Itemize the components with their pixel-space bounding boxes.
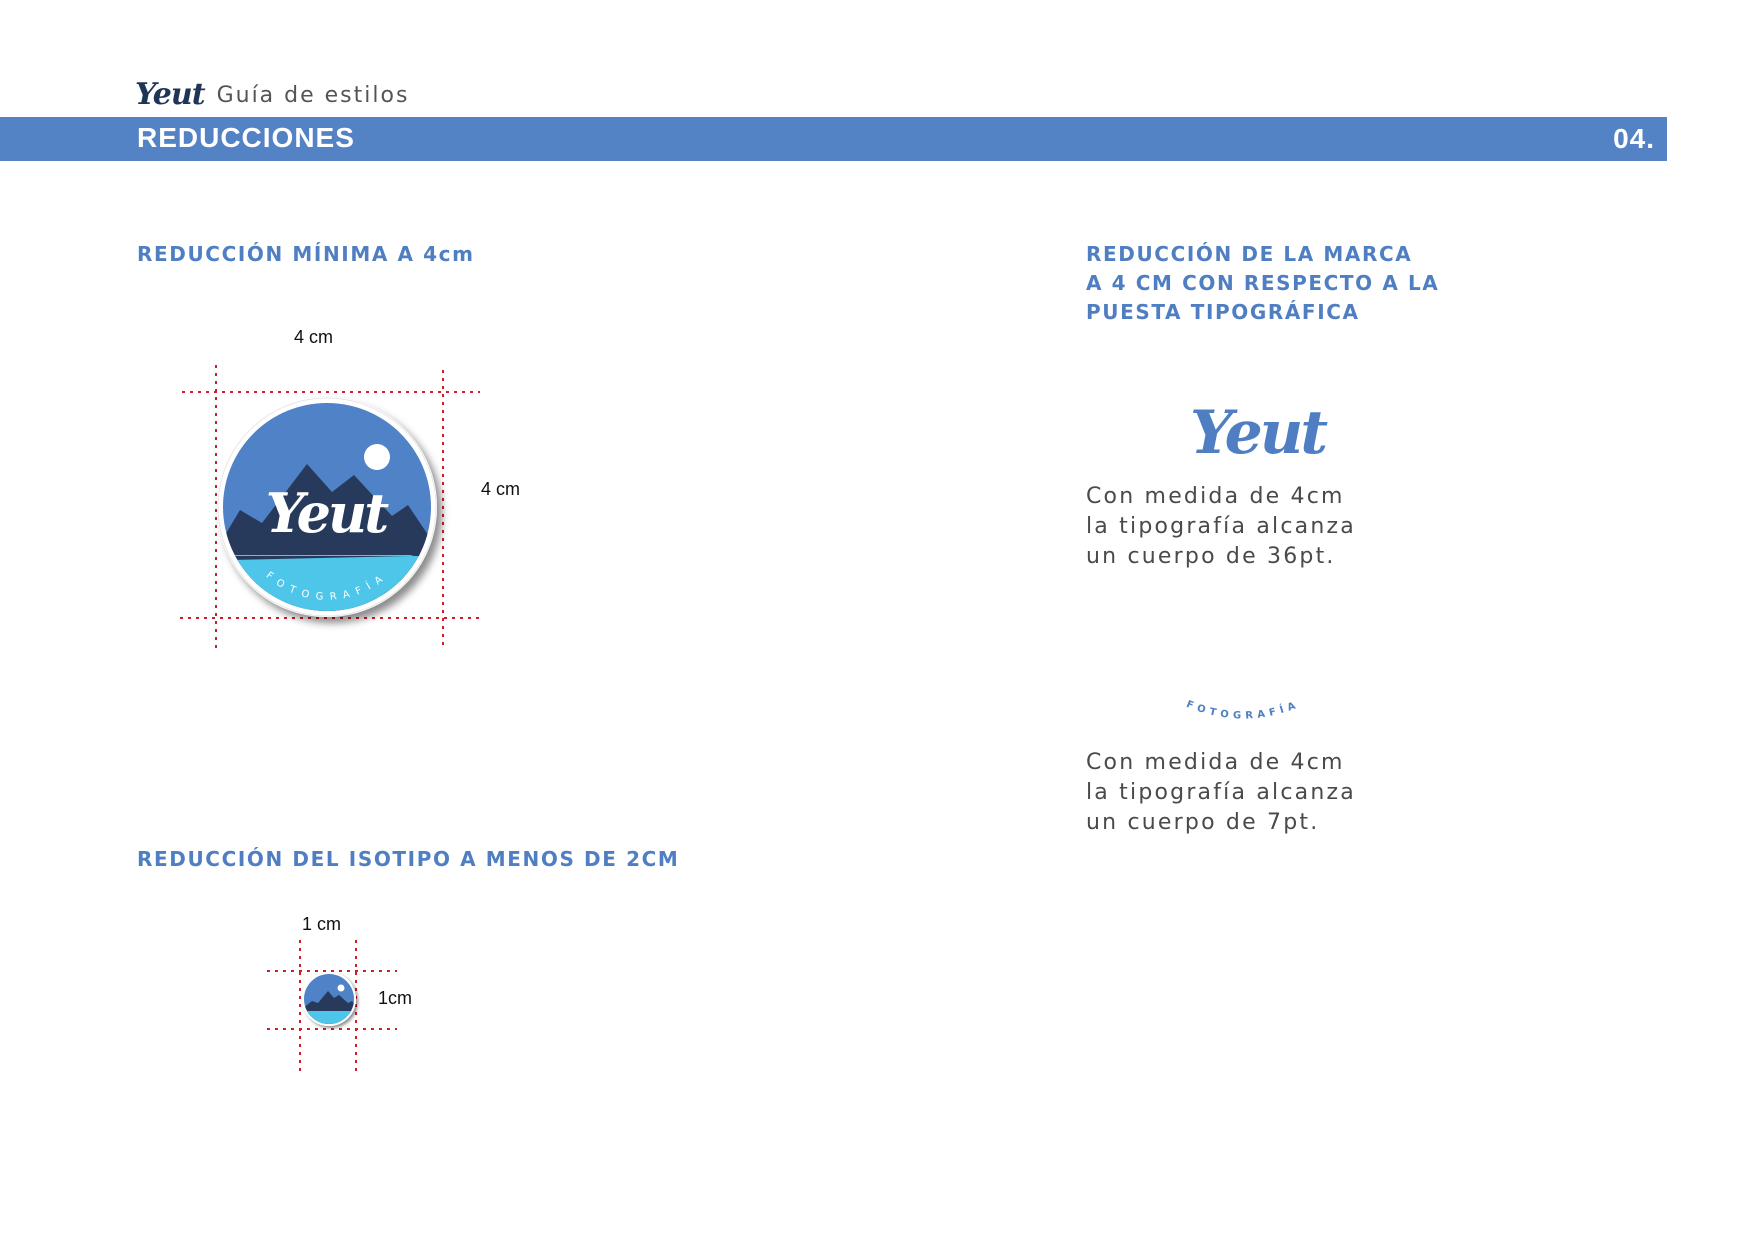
isotype-reduction-heading: REDUCCIÓN DEL ISOTIPO A MENOS DE 2CM bbox=[137, 847, 680, 871]
tagline-sample: FOTOGRAFÍA bbox=[1184, 699, 1302, 722]
isotype-width-label: 1 cm bbox=[302, 914, 342, 934]
heading-line-2: A 4 CM CON RESPECTO A LA bbox=[1086, 271, 1440, 295]
min-reduction-heading: REDUCCIÓN MÍNIMA A 4cm bbox=[137, 242, 475, 266]
section-bar bbox=[0, 117, 1667, 161]
wordmark-size-note: Con medida de 4cm la tipografía alcanza un cuerpo de 36pt. bbox=[1086, 484, 1356, 569]
page-number: 04. bbox=[1613, 123, 1655, 154]
isotype-height-label: 1cm bbox=[378, 988, 413, 1008]
badge-moon bbox=[364, 444, 390, 470]
svg-text:FOTOGRAFÍA bbox=[1185, 699, 1302, 722]
tagline-size-note: Con medida de 4cm la tipografía alcanza un cuerpo de 7pt. bbox=[1086, 750, 1356, 835]
header-subtitle: Guía de estilos bbox=[216, 83, 410, 108]
heading-line-3: PUESTA TIPOGRÁFICA bbox=[1086, 300, 1360, 324]
tagline-arc-sample bbox=[1168, 690, 1318, 740]
wordmark-sample: Yeut bbox=[1190, 398, 1326, 468]
brand-logo-text: Yeut bbox=[135, 77, 205, 112]
heading-line-1: REDUCCIÓN DE LA MARCA bbox=[1086, 242, 1413, 266]
logo-guides-diagram bbox=[170, 360, 490, 660]
badge-tagline: FOTOGRAFÍA bbox=[263, 570, 391, 603]
width-dimension-label: 4 cm bbox=[294, 327, 334, 347]
badge-wordmark: Yeut bbox=[265, 481, 387, 545]
section-title: REDUCCIONES bbox=[137, 122, 355, 153]
header-brand bbox=[135, 72, 409, 112]
isotype-guides-diagram bbox=[262, 935, 402, 1075]
brand-reduction-heading bbox=[1086, 240, 1439, 327]
height-dimension-label: 4 cm bbox=[481, 479, 521, 499]
